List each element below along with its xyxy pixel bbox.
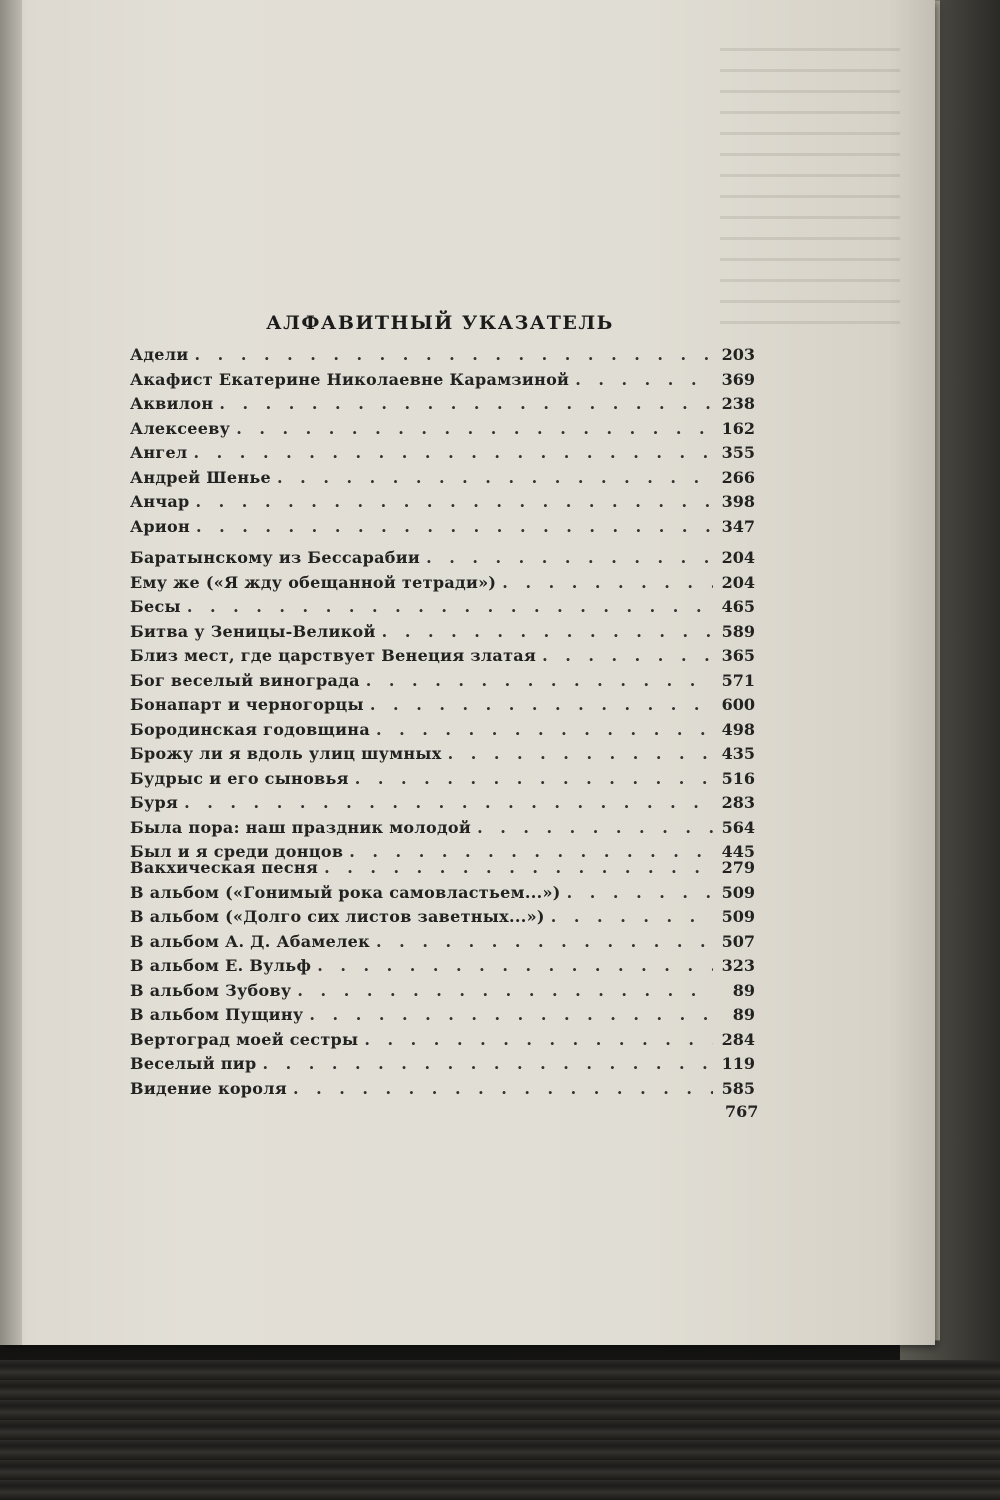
entry-title: Алексееву [130,418,231,438]
entry-title: Бородинская годовщина [130,719,370,739]
dot-leader [376,932,713,951]
entry-title: Веселый пир [130,1054,257,1073]
entry-title: Андрей Шенье [130,467,272,487]
index-entry [130,744,755,769]
dot-leader [426,548,713,567]
entry-title: В альбом Пущину [130,1005,304,1024]
entry-title: Баратынскому из Бессарабии [130,548,421,567]
entry-page-number: 509 [721,907,755,926]
dot-leader [184,793,713,812]
index-entry [130,671,755,696]
dot-leader [317,956,713,975]
dot-leader [551,907,713,926]
entry-title: Бог веселый винограда [130,670,360,690]
entry-title: В альбом («Гонимый рока самовластьем...») [130,882,561,902]
entry-page-number: 369 [721,369,755,389]
index-group-v [130,858,755,1103]
index-entry [130,443,755,468]
entry-page-number: 465 [721,597,755,616]
entry-page-number: 238 [721,394,755,413]
entry-page-number: 355 [721,443,755,462]
entry-title: Была пора: наш праздник молодой [130,817,472,837]
index-entry [130,1030,755,1055]
entry-page-number: 509 [721,882,755,902]
dot-leader [477,818,713,837]
entry-title: Аквилон [130,394,214,413]
dot-leader [187,597,713,616]
index-entry [130,492,755,517]
dot-leader [236,419,713,438]
dot-leader [293,1079,713,1098]
index-entry [130,907,755,932]
index-entry [130,695,755,720]
entry-title: В альбом («Долго сих листов заветных...») [130,907,545,926]
entry-page-number: 507 [721,931,755,951]
dot-leader [324,858,713,877]
index-entry [130,883,755,908]
dot-leader [567,883,713,902]
dot-leader [575,370,713,389]
entry-page-number: 600 [721,695,755,714]
index-entry [130,597,755,622]
index-entry [130,1079,755,1104]
entry-title: В альбом Зубову [130,980,292,1000]
page-number: 767 [725,1102,759,1121]
entry-title: Бесы [130,597,181,616]
index-entry [130,548,755,573]
entry-page-number: 398 [721,492,755,511]
entry-title: Видение короля [130,1078,287,1098]
index-entry [130,573,755,598]
index-entry [130,720,755,745]
index-entry [130,956,755,981]
dot-leader [366,671,713,690]
index-entry [130,394,755,419]
entry-page-number: 266 [721,467,755,487]
index-entry [130,517,755,542]
entry-page-number: 279 [721,858,755,877]
table-surface [0,1360,1000,1500]
entry-title: В альбом Е. Вульф [130,956,312,975]
dot-leader [448,744,713,763]
index-heading: АЛФАВИТНЫЙ УКАЗАТЕЛЬ [266,312,614,334]
entry-title: Был и я среди донцов [130,842,344,861]
entry-title: Вертоград моей сестры [130,1029,359,1049]
entry-page-number: 585 [721,1078,755,1098]
index-entry [130,646,755,671]
entry-title: Будрыс и его сыновья [130,768,349,788]
index-entry [130,769,755,794]
index-entry [130,622,755,647]
entry-title: Ангел [130,443,188,462]
entry-title: Арион [130,516,190,536]
dot-leader [262,1054,713,1073]
index-entry [130,858,755,883]
entry-title: Адели [130,345,189,364]
entry-title: Анчар [130,492,190,511]
entry-title: Акафист Екатерине Николаевне Карамзиной [130,369,570,389]
index-group-a [130,345,755,541]
entry-page-number: 589 [721,621,755,641]
entry-page-number: 323 [721,956,755,975]
show-through-text [720,30,900,330]
dot-leader [277,468,713,487]
dot-leader [196,517,713,536]
index-entry [130,1005,755,1030]
entry-page-number: 284 [721,1029,755,1049]
dot-leader [355,769,713,788]
dot-leader [194,443,713,462]
entry-title: В альбом А. Д. Абамелек [130,931,371,951]
entry-page-number: 498 [721,719,755,739]
index-entry [130,793,755,818]
entry-page-number: 365 [721,646,755,665]
entry-title: Буря [130,793,179,812]
page-gutter [0,0,22,1345]
entry-title: Бонапарт и черногорцы [130,695,364,714]
entry-title: Битва у Зеницы-Великой [130,621,376,641]
entry-page-number: 203 [721,345,755,364]
index-entry [130,468,755,493]
entry-page-number: 283 [721,793,755,812]
dot-leader [382,622,713,641]
index-entry [130,932,755,957]
entry-page-number: 204 [721,572,755,592]
entry-page-number: 435 [721,744,755,763]
entry-title: Ему же («Я жду обещанной тетради») [130,572,497,592]
entry-page-number: 445 [721,842,755,861]
entry-title: Вакхическая песня [130,858,319,877]
index-entry [130,419,755,444]
entry-title: Близ мест, где царствует Венеция златая [130,646,537,665]
index-group-b [130,548,755,867]
dot-leader [196,492,713,511]
entry-page-number: 89 [732,980,755,1000]
entry-page-number: 89 [732,1005,755,1024]
entry-page-number: 347 [721,516,755,536]
dot-leader [219,394,713,413]
dot-leader [542,646,713,665]
index-entry [130,1054,755,1079]
dot-leader [297,981,713,1000]
index-entry [130,345,755,370]
dot-leader [502,573,713,592]
index-entry [130,370,755,395]
dot-leader [364,1030,713,1049]
index-entry [130,818,755,843]
entry-page-number: 564 [721,817,755,837]
entry-page-number: 162 [721,418,755,438]
entry-page-number: 204 [721,548,755,567]
entry-page-number: 119 [721,1054,755,1073]
entry-page-number: 516 [721,768,755,788]
entry-title: Брожу ли я вдоль улиц шумных [130,744,442,763]
dot-leader [309,1005,713,1024]
dot-leader [376,720,713,739]
dot-leader [370,695,713,714]
entry-page-number: 571 [721,670,755,690]
index-entry [130,981,755,1006]
dot-leader [195,345,713,364]
